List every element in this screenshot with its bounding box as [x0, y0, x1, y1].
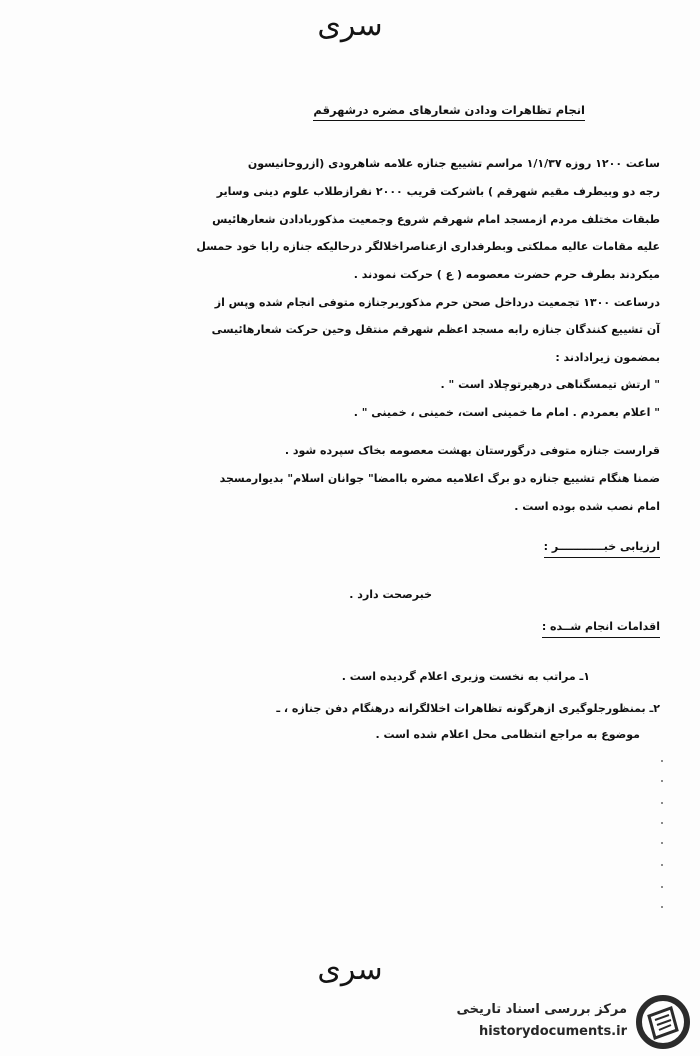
body-line: درساعت ۱۳۰۰ تجمعیت درداخل صحن حرم مذکوربرجنازه متوفی انجام شده وپس از	[214, 296, 660, 309]
slogan-line: " اعلام بعمردم . امام ما خمینی است، خمینی ، خمینی " .	[353, 406, 660, 419]
body-line: رجه دو وبیطرف مقیم شهرقم ) باشرکت قریب ۲۰۰۰ نفرازطلاب علوم دینی وسایر	[216, 185, 660, 198]
body-line: میکردند بطرف حرم حضرت معصومه ( ع ) حرکت نمودند .	[353, 268, 660, 281]
body-line: علیه مقامات عالیه مملکتی وبطرفداری ازعناصراخلالگر درحالیکه جنازه رابا خود حمسل	[196, 240, 660, 253]
body-line: ساعت ۱۲۰۰ روزه ۱/۱/۳۷ مراسم تشییع جنازه علامه شاهرودی (ازروحانیسون	[247, 157, 660, 170]
archive-folder-logo-icon	[635, 994, 691, 1050]
watermark-url: historydocuments.ir	[478, 1024, 627, 1039]
actions-heading: اقدامات انجام شــده :	[542, 620, 660, 638]
action-item: ۲ـ بمنظورجلوگیری ازهرگونه تظاهرات اخلالگرانه درهنگام دفن جنازه ، ـ	[276, 702, 660, 715]
slogan-line: " ارتش تیمسگناهی درهیرتوچلاد است " .	[440, 378, 660, 391]
assessment-text: خبرصحت دارد .	[349, 588, 432, 601]
assessment-heading: ارزیابی خبــــــــــــر :	[544, 540, 660, 558]
margin-dots	[661, 760, 665, 910]
body-line: ضمنا هنگام تشییع جنازه دو برگ اعلامیه مضره باامضا" جوانان اسلام" بدیوارمسجد	[219, 472, 660, 485]
body-line: قرارست جنازه متوفی درگورستان بهشت معصومه بخاک سپرده شود .	[284, 444, 660, 457]
watermark-title: مرکز بررسی اسناد تاریخی	[456, 1002, 627, 1017]
body-line: طبقات مختلف مردم ازمسجد امام شهرقم شروع وجمعیت مذکوربادادن شعارهائیس	[212, 213, 660, 226]
body-line: آن تشییع کنندگان جنازه رابه مسجد اعظم شهرقم منتقل وحین حرکت شعارهائیسی	[211, 323, 660, 336]
action-item: ۱ـ مراتب به نخست وزیری اعلام گردیده است .	[341, 670, 590, 683]
body-line: امام نصب شده بوده است .	[514, 500, 660, 513]
action-item: موضوع به مراجع انتظامی محل اعلام شده است .	[375, 728, 640, 741]
document-title: انجام تظاهرات ودادن شعارهای مضره درشهرقم	[313, 103, 585, 121]
classification-mark-top: سری	[317, 8, 383, 43]
watermark	[412, 990, 697, 1052]
body-line: بمضمون زیرادادند :	[555, 351, 660, 364]
classification-mark-bottom: سری	[317, 952, 383, 987]
